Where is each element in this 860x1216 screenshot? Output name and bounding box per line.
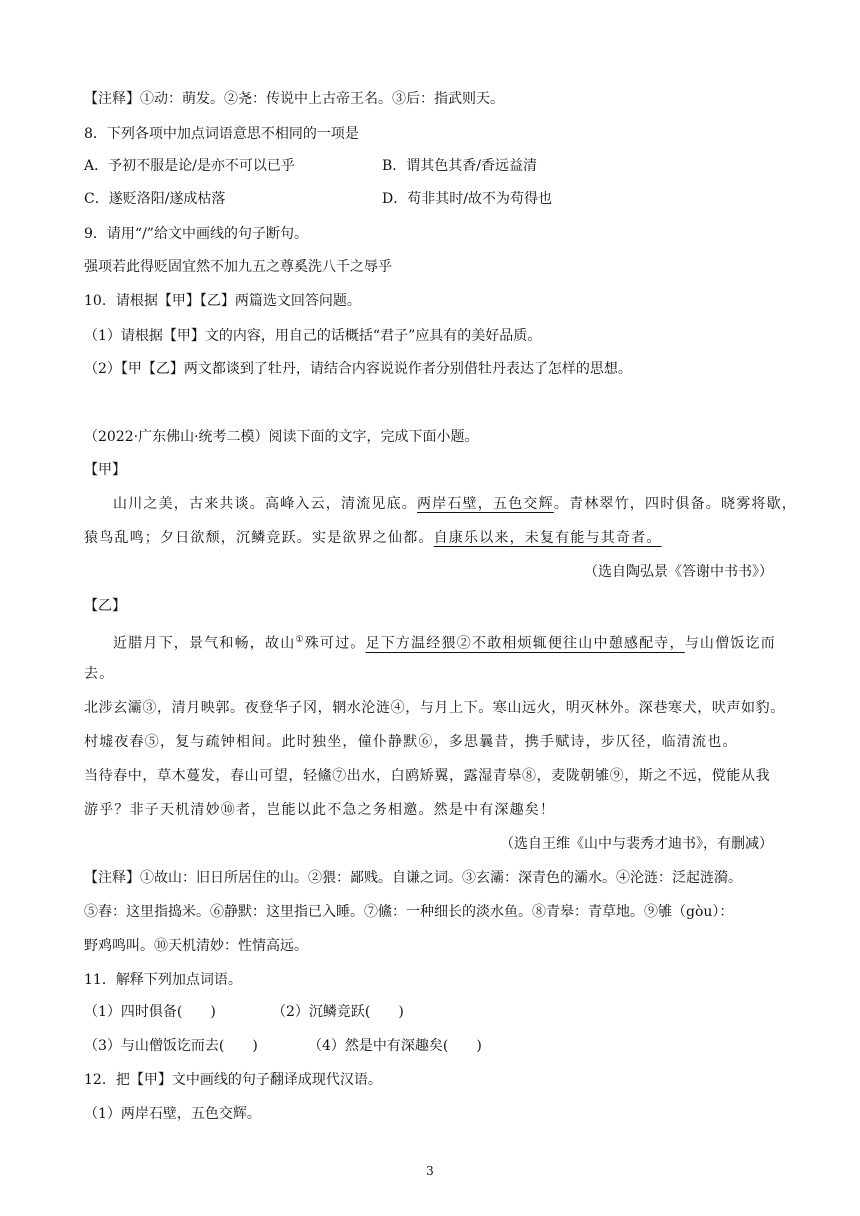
passage-yi-line-6: 游乎？非子天机清妙⑩者，岂能以此不急之务相邀。然是中有深趣矣！: [84, 802, 556, 818]
question-11-item-1: （1）四时俱备( ): [84, 1004, 216, 1020]
question-8-option-a: A．予初不服是论/是亦不可以已乎: [84, 158, 295, 174]
passage-yi-line-4: 村墟夜舂⑤，复与疏钟相间。此时独坐，僮仆静默⑥，多思曩昔，携手赋诗，步仄径，临清流也。: [84, 734, 738, 750]
passage-text: 猿鸟乱鸣；夕日欲颓，沉鳞竞跃。实是欲界之仙都。: [84, 530, 434, 546]
annotation-note-2-line-3: 野鸡鸣叫。⑩天机清妙：性情高远。: [84, 938, 308, 954]
passage-jia-line-1: [113, 494, 797, 514]
footnote-marker: ①: [295, 635, 305, 645]
passage-text: 。青林翠竹，四时俱备。晓雾将歇，: [553, 496, 798, 512]
question-11-item-3: （3）与山僧饭讫而去( ): [84, 1038, 258, 1054]
passage-text: 殊可过。: [304, 635, 366, 652]
question-11-item-2: （2）沉鳞竞跃( ): [272, 1004, 404, 1020]
question-12-sub-1: （1）两岸石壁，五色交辉。: [84, 1106, 261, 1122]
question-11-item-4: （4）然是中有深趣矣( ): [308, 1038, 482, 1054]
question-8-stem: 8．下列各项中加点词语意思不相同的一项是: [84, 126, 359, 142]
passage-yi-line-2: 去。: [84, 666, 115, 682]
passage-yi-line-1: [113, 630, 776, 654]
underlined-sentence: 两岸石壁，五色交辉: [417, 496, 554, 512]
passage-yi-line-5: 当待春中，草木蔓发，春山可望，轻鯈⑦出水，白鸥矫翼，露湿青皋⑧，麦陇朝雊⑨，斯之不远，傥能从我: [84, 768, 771, 784]
underlined-sentence: 足下方温经猥②不敢相烦辄便往山中憩感配寺，: [365, 635, 685, 652]
question-8-option-c: C．遂贬洛阳/遂成枯落: [84, 191, 226, 207]
question-8-option-b: B．谓其色其香/香远益清: [382, 158, 538, 174]
annotation-note-1: 【注释】①动：萌发。②尧：传说中上古帝王名。③后：指武则天。: [84, 91, 504, 107]
underlined-sentence: 自康乐以来，未复有能与其奇者。: [433, 530, 662, 546]
question-12-stem: 12．把【甲】文中画线的句子翻译成现代汉语。: [84, 1072, 382, 1088]
question-9-sentence: 强项若此得贬固宜然不加九五之尊奚洗八千之辱乎: [84, 259, 392, 275]
passage-text: 山川之美，古来共谈。高峰入云，清流见底。: [113, 496, 417, 512]
passage-text: 与山僧饭讫而: [684, 635, 776, 652]
question-11-stem: 11．解释下列加点词语。: [84, 972, 242, 988]
question-10-sub-1: （1）请根据【甲】文的内容，用自己的话概括“君子”应具有的美好品质。: [84, 328, 542, 344]
passage-yi-label: 【乙】: [84, 598, 126, 614]
passage-text: 近腊月下，景气和畅，故山: [113, 635, 296, 652]
passage-yi-line-3: 北涉玄灞③，清月映郭。夜登华子冈，辋水沦涟④，与月上下。寒山远火，明灭林外。深巷寒犬，吠声如豹。: [84, 700, 785, 716]
annotation-note-2-line-2: ⑤舂：这里指捣米。⑥静默：这里指已入睡。⑦鯈：一种细长的淡水鱼。⑧青皋：青草地。⑨雊（gòu）：: [84, 904, 734, 920]
passage-source: （2022·广东佛山·统考二模）阅读下面的文字，完成下面小题。: [84, 429, 479, 445]
question-10-stem: 10．请根据【甲】【乙】两篇选文回答问题。: [84, 293, 361, 309]
page-number: 3: [426, 1164, 434, 1178]
question-9-stem: 9．请用“/”给文中画线的句子断句。: [84, 226, 308, 242]
annotation-note-2-line-1: 【注释】①故山：旧日所居住的山。②猥：鄙贱。自谦之词。③玄灞：深青色的灞水。④沦涟：泛起涟漪。: [84, 870, 742, 886]
passage-jia-line-2: [84, 528, 662, 548]
question-10-sub-2: （2）【甲【乙】两文都谈到了牡丹，请结合内容说说作者分别借牡丹表达了怎样的思想。: [84, 361, 632, 377]
passage-jia-label: 【甲】: [84, 462, 126, 478]
question-8-option-d: D．苟非其时/故不为苟得也: [382, 191, 552, 207]
passage-yi-citation: （选自王维《山中与裴秀才迪书》，有删减）: [500, 836, 773, 852]
passage-jia-citation: （选自陶弘景《答谢中书书》）: [584, 564, 773, 580]
